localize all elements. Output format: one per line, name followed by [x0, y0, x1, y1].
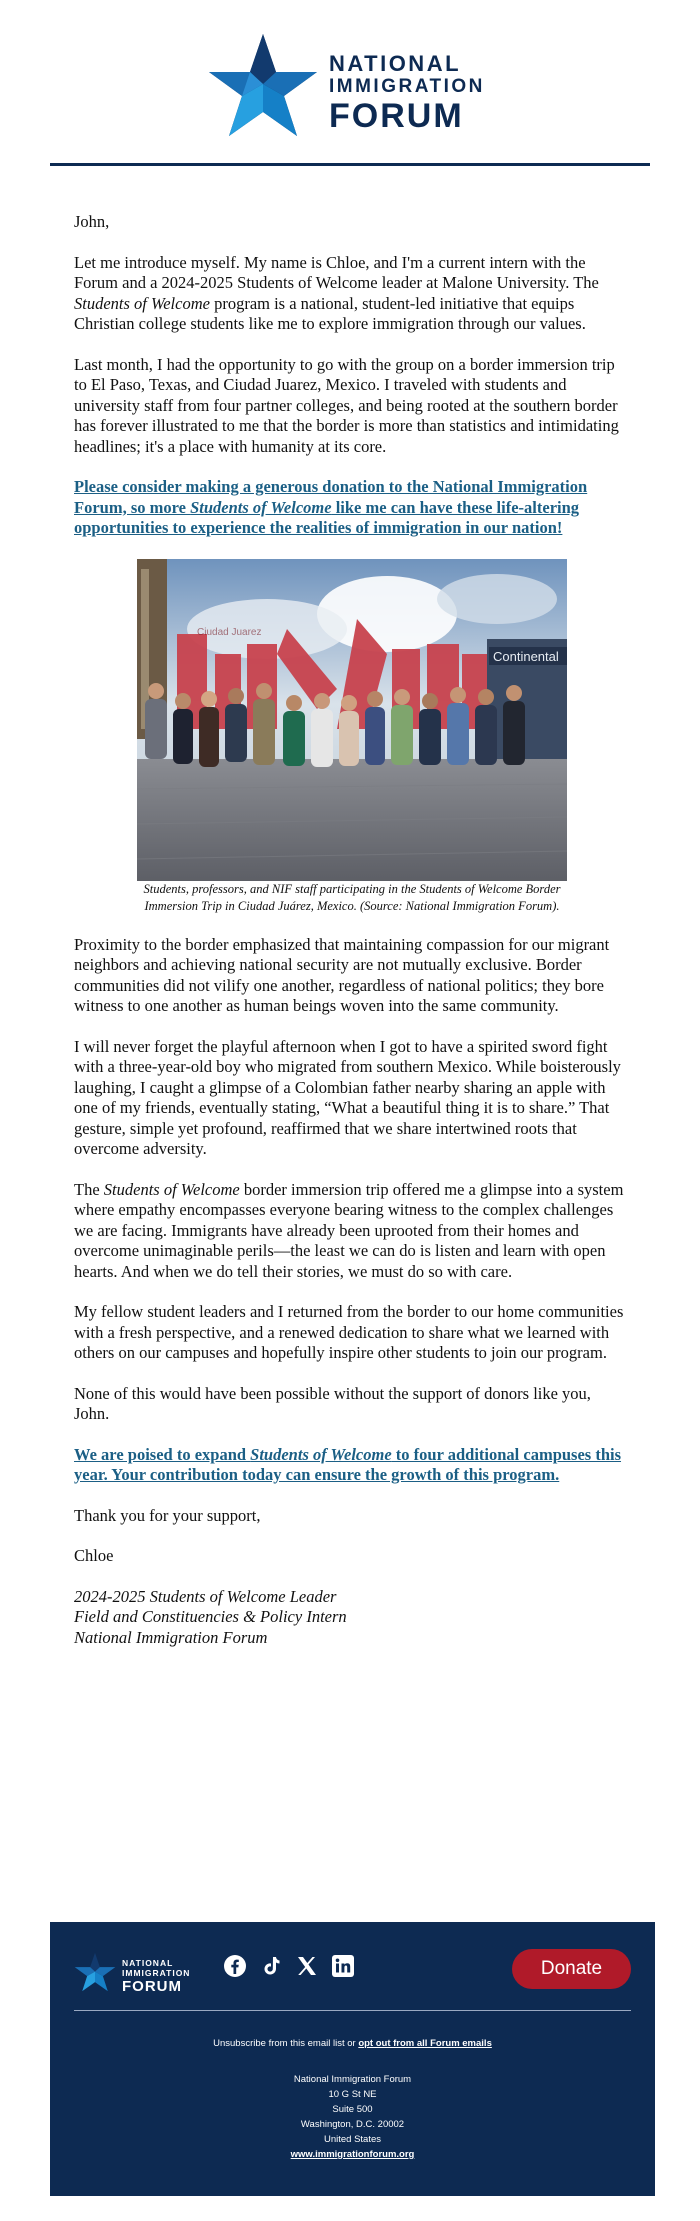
proximity-paragraph: Proximity to the border emphasized that maintaining compassion for our migrant neighbors and achieving national security are not mutually exclusive. Border communities did not vilify one another, regardless of national politics; they bore witness to one another as human beings woven into the same community. — [74, 934, 610, 1015]
star-logo-icon — [207, 32, 319, 138]
empathy-text: The — [74, 1179, 104, 1199]
address-street: 10 G St NE — [328, 2089, 377, 2100]
footer-logo-national: NATIONAL — [122, 1958, 174, 1968]
x-twitter-icon[interactable] — [295, 1954, 319, 1978]
email-body — [74, 212, 630, 1668]
group-photo — [137, 559, 567, 881]
logo-line-national: NATIONAL — [329, 51, 462, 76]
footer-logo[interactable] — [74, 1952, 194, 1996]
signature-title-2: Field and Constituencies & Policy Intern — [74, 1607, 347, 1626]
cta2-text: We are poised to expand — [74, 1444, 251, 1464]
website-link[interactable]: www.immigrationforum.org — [290, 2149, 415, 2160]
address-city: Washington, D.C. 20002 — [300, 2119, 405, 2130]
cta2-text-cont: to four additional campuses this year. Your contribution today can ensure the growth of this program. — [74, 1444, 622, 1484]
footer-wordmark — [122, 1958, 190, 1995]
empathy-program: Students of Welcome — [103, 1179, 240, 1199]
footer-logo-forum: FORUM — [122, 1978, 182, 1995]
footer-star-icon — [74, 1952, 116, 1992]
unsubscribe-line — [50, 2038, 655, 2049]
footer-logo-immigration: IMMIGRATION — [122, 1968, 191, 1978]
signature-title-1: 2024-2025 Students of Welcome Leader — [74, 1586, 337, 1606]
photo-sign-text: Ciudad Juarez — [197, 626, 262, 638]
signature-block — [74, 1587, 630, 1649]
logo-wordmark — [329, 52, 485, 134]
empathy-text-cont: border immersion trip offered me a glimpse into a system where empathy encompasses everyone bearing witness to the complex challenges we are facing. Immigrants have already been uprooted from their homes and overcome unimaginable perils—the least we can do is listen and learn with open hearts. And when we do tell their stories, we must do so with care. — [74, 1179, 624, 1281]
donation-cta-2[interactable] — [74, 1445, 630, 1486]
donation-link-2[interactable] — [74, 1445, 630, 1486]
intro-paragraph — [74, 253, 630, 335]
donate-button[interactable]: Donate — [512, 1949, 631, 1989]
cta1-program: Students of Welcome — [190, 497, 332, 517]
greeting: John, — [74, 212, 110, 231]
unsubscribe-text: Unsubscribe from this email list or — [213, 2038, 359, 2049]
closing-line: Thank you for your support, — [74, 1505, 261, 1525]
intro-text: Let me introduce myself. My name is Chloe, and I'm a current intern with the Forum and a 2024-2025 Students of Welcome leader at Malone University. The — [74, 252, 599, 292]
trip-photo-block — [137, 559, 567, 915]
facebook-icon[interactable] — [223, 1954, 247, 1978]
trip-paragraph: Last month, I had the opportunity to go with the group on a border immersion trip to El Paso, Texas, and Ciudad Juarez, Mexico. I traveled with students and university staff from four partner colleges, and being rooted at the southern border has forever illustrated to me that the border is more than statistics and intimidating headlines; it's a place with humanity at its core. — [74, 354, 619, 456]
logo-line-immigration: IMMIGRATION — [329, 76, 485, 97]
cta1-text-cont: like me can have these life-altering opportunities to experience the realities of immigration in our nation! — [74, 497, 580, 537]
signer-name: Chloe — [74, 1546, 114, 1565]
tiktok-icon[interactable] — [259, 1954, 283, 1978]
address-suite: Suite 500 — [332, 2104, 373, 2115]
building-sign-text: Continental — [493, 648, 559, 664]
address-org: National Immigration Forum — [293, 2074, 412, 2085]
story-paragraph: I will never forget the playful afternoon when I got to have a spirited sword fight with a three-year-old boy who migrated from southern Mexico. While boisterously laughing, I caught a glimpse of a Colombian father nearby sharing an apple with one of my friends, eventually stating, “What a beautiful thing it is to share.” That gesture, simple yet profound, reaffirmed that we share intertwined roots that overcome adversity. — [74, 1036, 621, 1158]
email-header — [50, 0, 650, 166]
address-country: United States — [323, 2134, 382, 2145]
photo-caption: Students, professors, and NIF staff participating in the Students of Welcome Border Immersion Trip in Ciudad Juárez, Mexico. (Source: National Immigration Forum). — [143, 881, 561, 913]
empathy-paragraph — [74, 1180, 630, 1283]
intro-text-cont: program is a national, student-led initiative that equips Christian college students like me to explore immigration through our values. — [74, 293, 586, 333]
opt-out-link[interactable]: opt out from all Forum emails — [358, 2038, 492, 2049]
cta2-program: Students of Welcome — [250, 1444, 392, 1464]
social-links — [223, 1954, 355, 1982]
donation-link-1[interactable] — [74, 477, 630, 539]
logo-line-forum: FORUM — [329, 97, 464, 135]
footer-divider — [74, 2010, 631, 2011]
group-photo-illustration — [137, 559, 567, 881]
forum-logo[interactable] — [207, 32, 507, 138]
cta1-text: Please consider making a generous donation to the National Immigration Forum, so more — [74, 477, 588, 517]
return-paragraph: My fellow student leaders and I returned from the border to our home communities with a fresh perspective, and a renewed dedication to share what we learned with others on our campuses and hopefully inspire other students to join our program. — [74, 1302, 624, 1362]
donors-paragraph: None of this would have been possible without the support of donors like you, John. — [74, 1383, 591, 1423]
mailing-address — [50, 2072, 655, 2162]
email-footer — [50, 1922, 655, 2196]
signature-org: National Immigration Forum — [74, 1627, 268, 1647]
linkedin-icon[interactable] — [331, 1954, 355, 1978]
program-name: Students of Welcome — [74, 293, 210, 313]
donation-cta-1[interactable] — [74, 477, 630, 539]
